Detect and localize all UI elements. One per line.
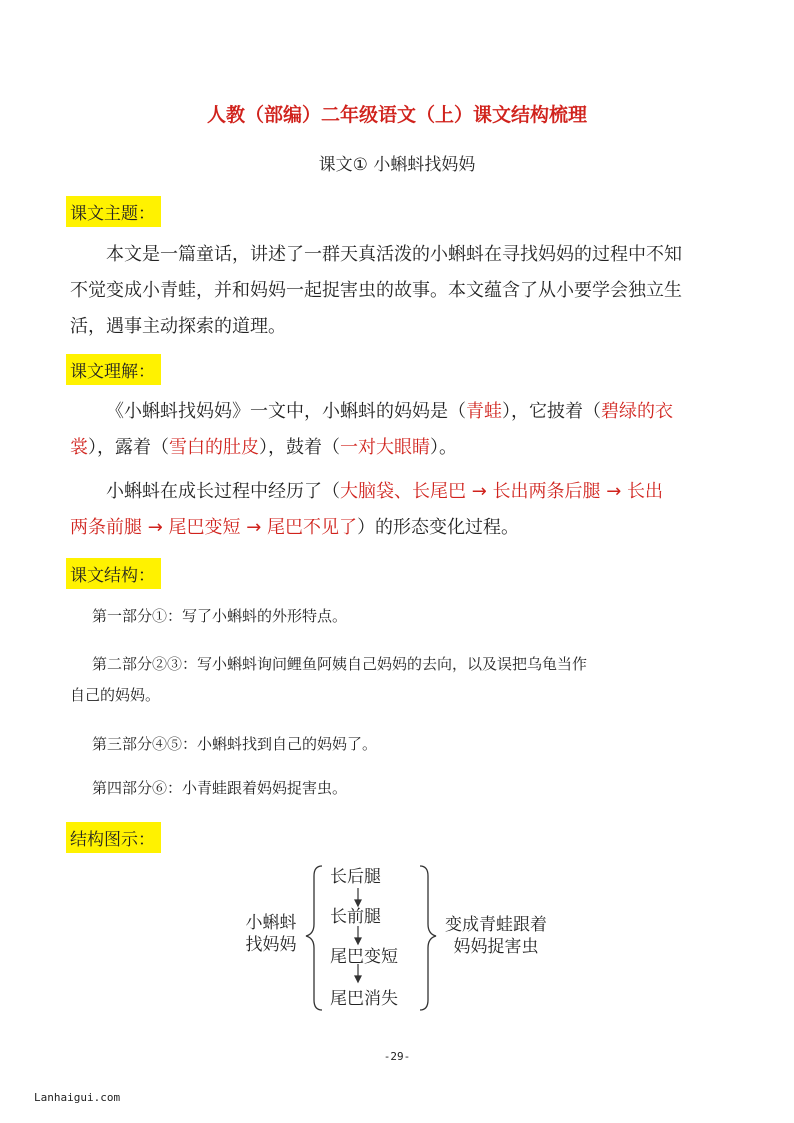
source-watermark: Lanhaigui.com (34, 1091, 121, 1104)
section-heading-understanding: 课文理解： (66, 354, 161, 385)
answer-growth-stages: 大脑袋、长尾巴 → 长出两条后腿 → 长出 (340, 481, 664, 502)
understanding-paragraph-1 (70, 394, 730, 466)
page-title: 人教（部编）二年级语文（上）课文结构梳理 (206, 104, 587, 126)
understanding-line: 裳），露着（雪白的肚皮），鼓着（一对大眼睛）。 (70, 437, 457, 458)
answer-big-eyes: 一对大眼睛 (340, 437, 430, 458)
diagram-left-label: 小蝌蚪 找妈妈 (245, 913, 297, 955)
page-number: -29- (383, 1050, 411, 1063)
understanding-paragraph-2 (70, 474, 730, 546)
section-heading-theme: 课文主题： (66, 196, 161, 227)
lesson-subtitle: 课文① 小蝌蚪找妈妈 (318, 155, 476, 175)
answer-green-clothes: 碧绿的衣 (601, 401, 673, 422)
section-heading-structure: 课文结构： (66, 558, 161, 589)
structure-item: 第二部分②③：写小蝌蚪询问鲤鱼阿姨自己妈妈的去向，以及误把乌龟当作 (92, 655, 588, 673)
answer-white-belly: 雪白的肚皮 (169, 437, 259, 458)
structure-item: 第四部分⑥：小青蛙跟着妈妈捉害虫。 (92, 779, 348, 797)
theme-line: 不觉变成小青蛙，并和妈妈一起捉害虫的故事。本文蕴含了从小要学会独立生 (70, 280, 682, 301)
structure-item: 自己的妈妈。 (70, 686, 161, 704)
diagram-right-label: 变成青蛙跟着 妈妈捉害虫 (445, 915, 547, 957)
diagram-stage: 长前腿 (330, 907, 381, 927)
understanding-line: 小蝌蚪在成长过程中经历了（大脑袋、长尾巴 → 长出两条后腿 → 长出 (106, 481, 664, 502)
theme-line: 本文是一篇童话，讲述了一群天真活泼的小蝌蚪在寻找妈妈的过程中不知 (106, 244, 682, 265)
understanding-line: 两条前腿 → 尾巴变短 → 尾巴不见了）的形态变化过程。 (70, 517, 520, 538)
answer-frog: 青蛙 (466, 401, 502, 422)
section-heading-diagram: 结构图示： (66, 822, 161, 853)
structure-item: 第一部分①：写了小蝌蚪的外形特点。 (92, 607, 348, 625)
diagram-stage: 尾巴变短 (330, 947, 398, 967)
understanding-line: 《小蝌蚪找妈妈》一文中，小蝌蚪的妈妈是（青蛙），它披着（碧绿的衣 (106, 401, 673, 422)
diagram-stage: 尾巴消失 (330, 989, 398, 1009)
theme-line: 活，遇事主动探索的道理。 (70, 316, 286, 337)
diagram-stage: 长后腿 (330, 867, 381, 887)
structure-item: 第三部分④⑤：小蝌蚪找到自己的妈妈了。 (92, 735, 378, 753)
theme-paragraph (70, 237, 730, 345)
structure-diagram (230, 860, 570, 1020)
